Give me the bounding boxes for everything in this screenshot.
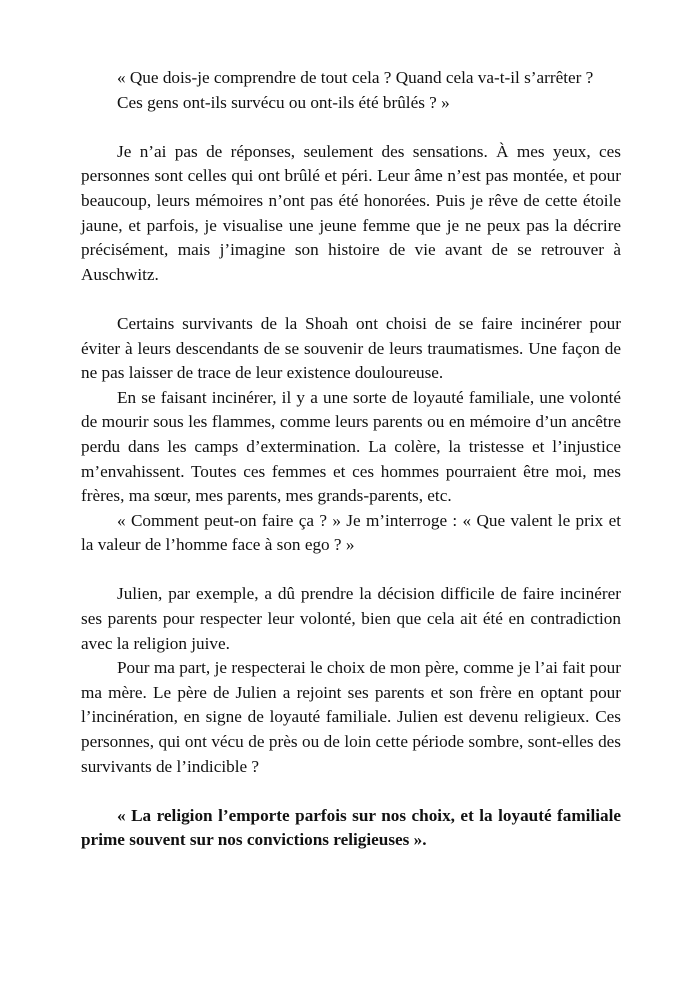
paragraph-spacer — [81, 779, 621, 804]
paragraph-shoah-survivors: Certains survivants de la Shoah ont choisi de se faire incinérer pour éviter à leurs descendants de se souvenir de leurs traumatismes. Une façon de ne pas laisser de trace de leur existence douloureuse. — [81, 313, 621, 383]
paragraph-bold-quote: « La religion l’emporte parfois sur nos choix, et la loyauté familiale prime souvent sur nos convictions religieuses ». — [81, 805, 621, 850]
paragraph-sensations: Je n’ai pas de réponses, seulement des sensations. À mes yeux, ces personnes sont celles qui ont brûlé et péri. Leur âme n’est pas montée, et pour beaucoup, leurs mémoires n’ont pas été honorées. Puis je rêve de cette étoile jaune, et parfois, je visualise une jeune femme que je ne peux pas la décrire précisément, mais j’imagine son histoire de vie avant de se retrouver à Auschwitz. — [81, 141, 621, 284]
paragraph-interrogation: « Comment peut-on faire ça ? » Je m’interroge : « Que valent le prix et la valeur de l’homme face à son ego ? » — [81, 510, 621, 555]
paragraph-father-choice: Pour ma part, je respecterai le choix de mon père, comme je l’ai fait pour ma mère. Le père de Julien a rejoint ses parents et son frère en optant pour l’incinération, en signe de loyauté familiale. Julien est devenu religieux. Ces personnes, qui ont vécu de près ou de loin cette période sombre, sont-elles des survivants de l’indicible ? — [81, 658, 621, 776]
paragraph-julien-decision: Julien, par exemple, a dû prendre la décision difficile de faire incinérer ses parents pour respecter leur volonté, bien que cela ait été en contradiction avec la religion juive. — [81, 584, 621, 653]
paragraph-spacer — [81, 558, 621, 583]
document-page — [81, 66, 621, 853]
paragraph-question-intro: « Que dois-je comprendre de tout cela ? Quand cela va-t-il s’arrêter ? — [117, 68, 594, 87]
paragraph-family-loyalty: En se faisant incinérer, il y a une sorte de loyauté familiale, une volonté de mourir sous les flammes, comme leurs parents ou en mémoire d’un ancêtre perdu dans les camps d’extermination. La colère, la tristesse et l’injustice m’envahissent. Toutes ces femmes et ces hommes pourraient être moi, mes frères, ma sœur, mes parents, mes grands-parents, etc. — [81, 387, 621, 506]
paragraph-question-survivors: Ces gens ont-ils survécu ou ont-ils été brûlés ? » — [117, 92, 450, 112]
paragraph-spacer — [81, 287, 621, 312]
paragraph-spacer — [81, 115, 621, 140]
